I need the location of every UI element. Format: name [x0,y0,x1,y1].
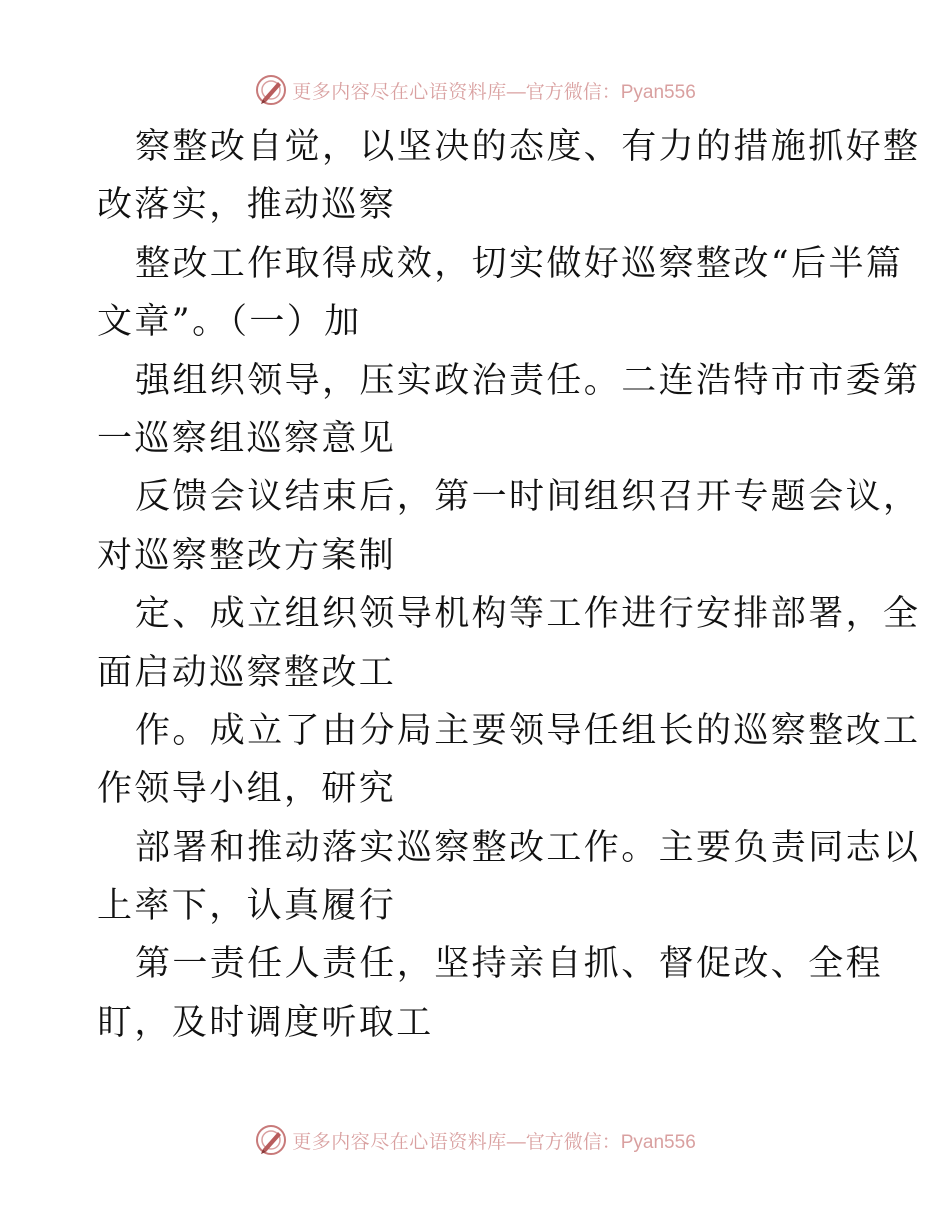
text-line: 盯，及时调度听取工 [97,1002,434,1043]
text-line: 一巡察组巡察意见 [97,418,397,459]
pen-seal-logo-icon [254,1123,288,1157]
document-body [97,118,921,1052]
text-line: 面启动巡察整改工 [97,652,397,693]
text-line: 反馈会议结束后，第一时间组织召开专题会议， [135,477,921,518]
watermark-wechat: —官方微信：Pyan556 [506,1131,696,1153]
text-line: 作领导小组，研究 [97,769,397,810]
text-line: 对巡察整改方案制 [97,535,397,576]
header-watermark [0,70,950,110]
text-line: 强组织领导，压实政治责任。二连浩特市市委第 [135,360,921,401]
watermark-wechat: —官方微信：Pyan556 [506,81,696,103]
text-line: 上率下，认真履行 [97,886,397,927]
text-line: 改落实，推动巡察 [97,185,397,226]
text-line: 定、成立组织领导机构等工作进行安排部署，全 [135,594,921,635]
text-line: 察整改自觉，以坚决的态度、有力的措施抓好整 [135,127,921,167]
watermark-text: 更多内容尽在心语资料库 [292,80,507,103]
pen-seal-logo-icon [254,73,288,107]
text-line: 整改工作取得成效，切实做好巡察整改“后半篇 [135,243,904,284]
text-line: 作。成立了由分局主要领导任组长的巡察整改工 [135,710,921,751]
text-line: 文章”。（一）加 [97,302,362,343]
text-line: 部署和推动落实巡察整改工作。主要负责同志以 [135,827,921,868]
text-line: 第一责任人责任，坚持亲自抓、督促改、全程 [135,944,884,985]
watermark-text: 更多内容尽在心语资料库 [292,1130,507,1153]
footer-watermark [0,1120,950,1160]
